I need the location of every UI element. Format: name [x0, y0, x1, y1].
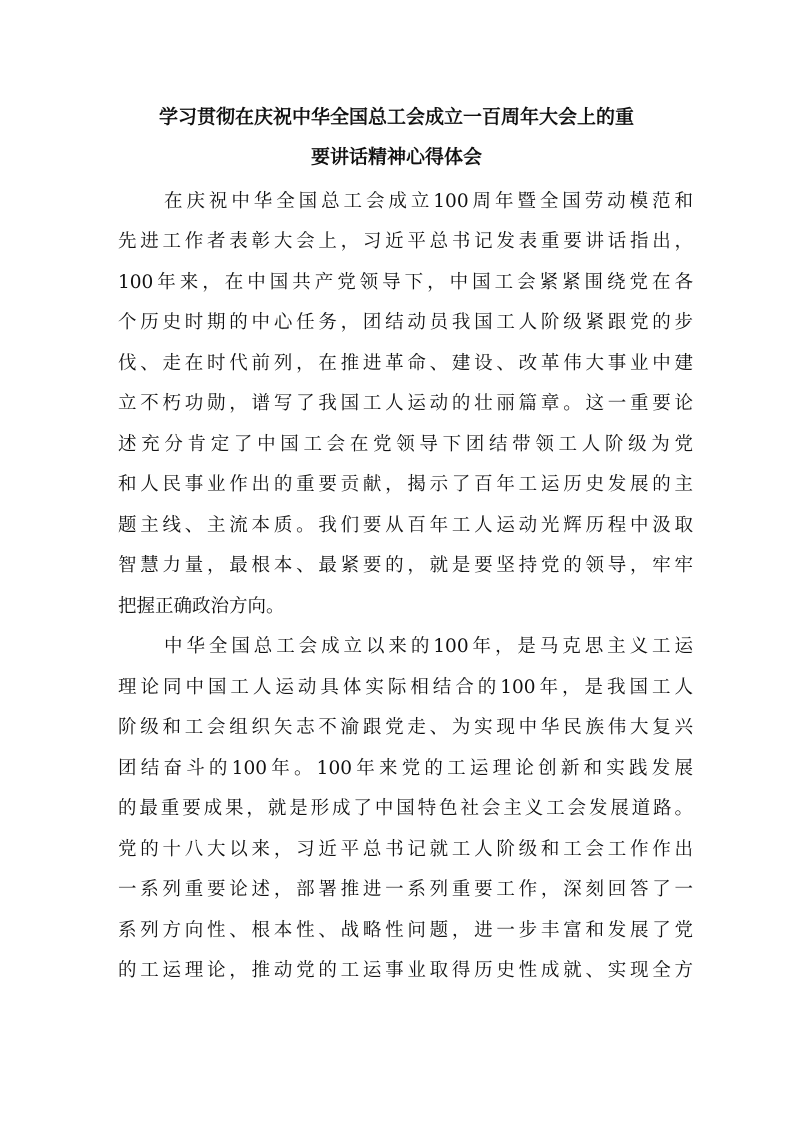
paragraph-1-line-10: 智慧力量，最根本、最紧要的，就是要坚持党的领导，牢牢 [118, 555, 693, 576]
paragraph-2-line-3: 阶级和工会组织矢志不渝跟党走、为实现中华民族伟大复兴 [118, 717, 693, 738]
paragraph-1-line-7: 述充分肯定了中国工会在党领导下团结带领工人阶级为党 [118, 434, 693, 455]
paragraph-2-line-9: 的工运理论，推动党的工运事业取得历史性成就、实现全方 [118, 960, 693, 981]
document-title-line-2: 要讲话精神心得体会 [310, 146, 482, 168]
paragraph-1-line-11: 把握正确政治方向。 [118, 596, 285, 617]
paragraph-2-line-5: 的最重要成果，就是形成了中国特色社会主义工会发展道路。 [118, 798, 693, 819]
document-title-line-1: 学习贯彻在庆祝中华全国总工会成立一百周年大会上的重 [158, 106, 634, 128]
paragraph-2-line-8: 系列方向性、根本性、战略性问题，进一步丰富和发展了党 [118, 920, 693, 941]
paragraph-2-line-1: 中华全国总工会成立以来的100年，是马克思主义工运 [164, 636, 693, 657]
paragraph-1-line-6: 立不朽功勋，谱写了我国工人运动的壮丽篇章。这一重要论 [118, 393, 693, 414]
paragraph-1-line-4: 个历史时期的中心任务，团结动员我国工人阶级紧跟党的步 [118, 312, 693, 333]
paragraph-1-line-3: 100年来，在中国共产党领导下，中国工会紧紧围绕党在各 [118, 272, 693, 293]
paragraph-1-line-1: 在庆祝中华全国总工会成立100周年暨全国劳动模范和 [164, 191, 693, 212]
paragraph-2-line-6: 党的十八大以来，习近平总书记就工人阶级和工会工作作出 [118, 839, 693, 860]
paragraph-1-line-5: 伐、走在时代前列，在推进革命、建设、改革伟大事业中建 [118, 353, 693, 374]
paragraph-2-line-7: 一系列重要论述，部署推进一系列重要工作，深刻回答了一 [118, 879, 693, 900]
paragraph-1-line-2: 先进工作者表彰大会上，习近平总书记发表重要讲话指出， [118, 231, 693, 252]
paragraph-1-line-9: 题主线、主流本质。我们要从百年工人运动光辉历程中汲取 [118, 515, 693, 536]
paragraph-1-line-8: 和人民事业作出的重要贡献，揭示了百年工运历史发展的主 [118, 474, 693, 495]
paragraph-2-line-4: 团结奋斗的100年。100年来党的工运理论创新和实践发展 [118, 758, 693, 779]
paragraph-2-line-2: 理论同中国工人运动具体实际相结合的100年，是我国工人 [118, 677, 693, 698]
